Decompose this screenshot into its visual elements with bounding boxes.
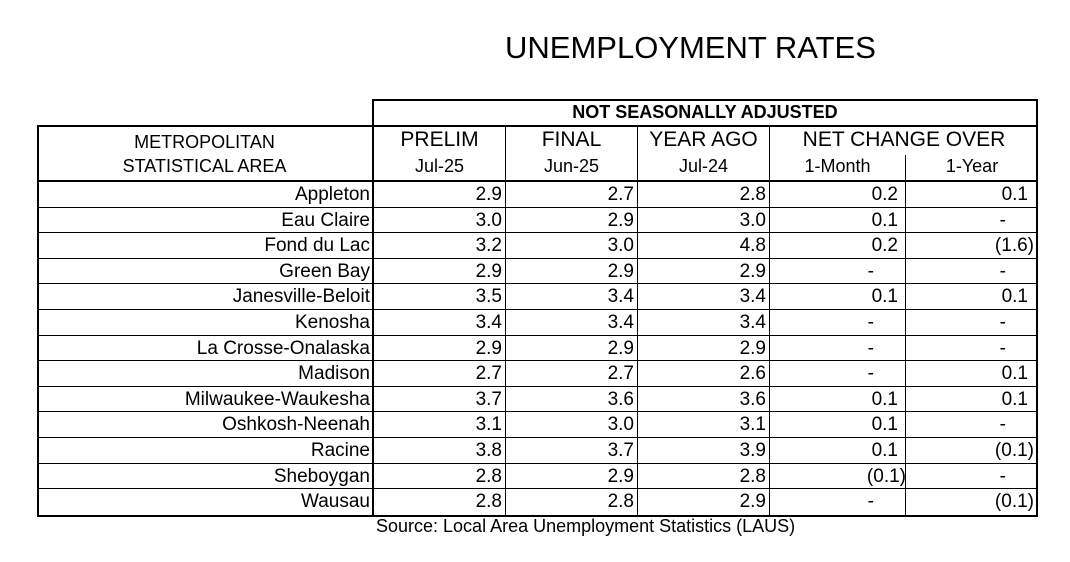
one-year-change-cell: 0.1	[1001, 363, 1028, 385]
prelim-cell: 3.4	[475, 312, 502, 333]
table-row	[37, 489, 1038, 514]
yearago-header-line1: YEAR AGO	[649, 128, 758, 151]
one-month-change-cell: 0.2	[871, 235, 898, 257]
final-cell: 2.8	[607, 491, 634, 513]
final-header-line1: FINAL	[541, 128, 602, 151]
final-cell: 3.4	[607, 312, 634, 333]
final-cell: 2.9	[607, 209, 634, 231]
area-cell: Milwaukee-Waukesha	[184, 388, 370, 410]
table-row	[37, 284, 1038, 309]
year-ago-cell: 2.9	[739, 337, 766, 359]
year-ago-cell: 2.6	[739, 363, 766, 385]
prelim-cell: 2.9	[475, 337, 502, 359]
year-ago-cell: 3.9	[739, 440, 766, 461]
final-cell: 2.9	[607, 337, 634, 359]
year-ago-cell: 3.4	[739, 312, 766, 333]
prelim-cell: 3.0	[475, 209, 502, 231]
one-month-header: 1-Month	[804, 156, 871, 176]
table-row	[37, 233, 1038, 258]
final-cell: 2.9	[607, 260, 634, 282]
year-ago-cell: 3.4	[739, 286, 766, 308]
year-ago-cell: 3.0	[739, 209, 766, 231]
table-row	[37, 208, 1038, 233]
prelim-cell: 3.7	[475, 388, 502, 410]
source-note: Source: Local Area Unemployment Statistics (LAUS)	[376, 516, 796, 536]
final-cell: 2.9	[607, 465, 634, 487]
one-year-change-cell: -	[999, 260, 1006, 282]
year-ago-cell: 2.9	[739, 260, 766, 282]
one-year-change-cell: (0.1)	[994, 491, 1034, 513]
area-cell: Sheboygan	[273, 465, 370, 487]
prelim-header-line2: Jul-25	[414, 156, 465, 176]
prelim-cell: 3.1	[475, 414, 502, 436]
one-month-change-cell: -	[867, 312, 874, 333]
table-row	[37, 438, 1038, 463]
final-header-line2: Jun-25	[543, 156, 600, 176]
table-row	[37, 464, 1038, 489]
table-row	[37, 336, 1038, 361]
table-row	[37, 412, 1038, 437]
area-cell: Green Bay	[279, 260, 370, 282]
one-month-change-cell: 0.1	[871, 286, 898, 308]
one-year-change-cell: -	[999, 312, 1006, 333]
one-month-change-cell: 0.1	[871, 414, 898, 436]
one-year-header: 1-Year	[945, 156, 999, 176]
area-header-line1: METROPOLITAN	[134, 132, 275, 152]
prelim-cell: 2.9	[475, 260, 502, 282]
area-cell: Kenosha	[294, 312, 370, 333]
area-cell: Appleton	[294, 184, 370, 205]
table-row	[37, 310, 1038, 335]
final-cell: 3.4	[607, 286, 634, 308]
prelim-cell: 3.5	[475, 286, 502, 308]
final-cell: 2.7	[607, 184, 634, 205]
final-cell: 3.7	[607, 440, 634, 461]
area-cell: Madison	[298, 363, 370, 385]
netchange-header: NET CHANGE OVER	[802, 128, 1006, 151]
area-header-line2: STATISTICAL AREA	[122, 156, 287, 176]
one-year-change-cell: 0.1	[1001, 286, 1028, 308]
year-ago-cell: 3.6	[739, 388, 766, 410]
one-year-change-cell: 0.1	[1001, 388, 1028, 410]
prelim-cell: 2.7	[475, 363, 502, 385]
one-year-change-cell: (1.6)	[994, 235, 1034, 257]
area-cell: Eau Claire	[281, 209, 370, 231]
one-month-change-cell: 0.1	[871, 388, 898, 410]
one-year-change-cell: -	[999, 337, 1006, 359]
prelim-header-line1: PRELIM	[400, 128, 479, 151]
area-cell: Janesville-Beloit	[232, 286, 370, 308]
area-cell: Oshkosh-Neenah	[222, 414, 370, 436]
year-ago-cell: 4.8	[739, 235, 766, 257]
prelim-cell: 3.8	[475, 440, 502, 461]
one-month-change-cell: (0.1)	[866, 465, 906, 487]
table-row	[37, 387, 1038, 412]
year-ago-cell: 3.1	[739, 414, 766, 436]
final-cell: 2.7	[607, 363, 634, 385]
final-cell: 3.0	[607, 235, 634, 257]
one-month-change-cell: 0.1	[871, 209, 898, 231]
yearago-header-line2: Jul-24	[678, 156, 729, 176]
group-header-label: NOT SEASONALLY ADJUSTED	[572, 102, 838, 122]
one-month-change-cell: -	[867, 363, 874, 385]
final-cell: 3.6	[607, 388, 634, 410]
prelim-cell: 2.8	[475, 465, 502, 487]
one-month-change-cell: -	[867, 260, 874, 282]
one-month-change-cell: 0.2	[871, 184, 898, 205]
table-row	[37, 259, 1038, 284]
one-month-change-cell: -	[867, 337, 874, 359]
area-cell: Fond du Lac	[264, 235, 370, 257]
one-year-change-cell: -	[999, 209, 1006, 231]
area-cell: La Crosse-Onalaska	[196, 337, 370, 359]
one-month-change-cell: 0.1	[871, 440, 898, 461]
one-month-change-cell: -	[867, 491, 874, 513]
year-ago-cell: 2.8	[739, 465, 766, 487]
final-cell: 3.0	[607, 414, 634, 436]
year-ago-cell: 2.8	[739, 184, 766, 205]
prelim-cell: 3.2	[475, 235, 502, 257]
prelim-cell: 2.8	[475, 491, 502, 513]
year-ago-cell: 2.9	[739, 491, 766, 513]
one-year-change-cell: -	[999, 414, 1006, 436]
one-year-change-cell: (0.1)	[994, 440, 1034, 461]
prelim-cell: 2.9	[475, 184, 502, 205]
table-row	[37, 182, 1038, 207]
table-row	[37, 361, 1038, 386]
one-year-change-cell: 0.1	[1001, 184, 1028, 205]
area-cell: Wausau	[301, 491, 370, 513]
one-year-change-cell: -	[999, 465, 1006, 487]
area-cell: Racine	[310, 440, 370, 461]
